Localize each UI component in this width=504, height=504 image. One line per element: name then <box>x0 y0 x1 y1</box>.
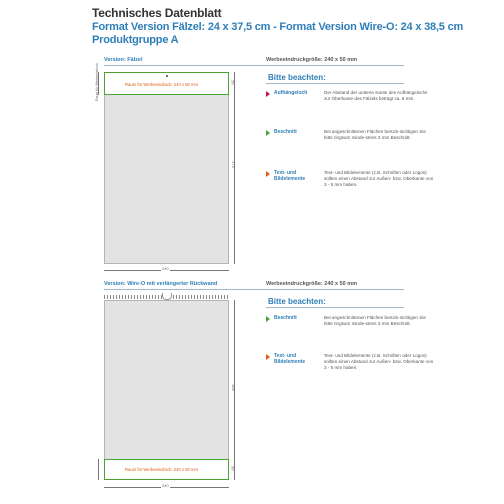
section2-bullet1-text: Bei angeschnittenen Flächen berück-sichtigen Sie bitte ringsum minde-stens 3 mm Beschnitt. <box>324 315 426 326</box>
section1-divider <box>104 65 404 66</box>
section2-bullet2-text: Text- und Bildelemente (z.B. Schriften oder Logos) sollten einen Abstand zur Außen- bzw. Oberkante von 3 - 5 mm haben. <box>324 353 434 370</box>
bullet2-title: Beschnitt <box>274 129 297 135</box>
section1-label: Version: Fälzel <box>104 57 143 63</box>
section2-bitte-heading: Bitte beachten: <box>268 297 326 306</box>
fälzel-dim-left: Raum für Werbeeindruck <box>94 63 99 101</box>
wire-o-left-line <box>98 459 99 480</box>
product-group: Produktgruppe A <box>92 34 179 46</box>
fälzel-ad-zone <box>104 72 229 95</box>
wire-o-page-mockup <box>104 300 229 480</box>
section2-bitte-divider <box>266 307 404 308</box>
bullet1-text: Der Abstand der unteren Kante des Aufhängelochs zur Oberkante des Fälzels beträgt ca. 8 mm. <box>324 90 428 101</box>
section1-ad-size: Werbeeindruckgröße: 240 x 50 mm <box>266 57 357 63</box>
fälzel-dim-height: 375 <box>230 161 236 168</box>
fälzel-dim-top: 50 <box>230 80 236 85</box>
section2-ad-size: Werbeeindruckgröße: 240 x 50 mm <box>266 281 357 287</box>
bullet-arrow-icon <box>266 354 270 360</box>
wire-o-dim-bottom: 50 <box>230 466 236 471</box>
section2-bullet1-title: Beschnitt <box>274 315 297 321</box>
section1-bitte-heading: Bitte beachten: <box>268 73 326 82</box>
section2-bullet2-title: Text- und Bildelemente <box>274 353 306 365</box>
bullet2-text: Bei angeschnittenen Flächen berück-sichtigen Sie bitte ringsum minde-stens 3 mm Beschnitt. <box>324 129 426 140</box>
page-title: Technisches Datenblatt <box>92 6 222 20</box>
fälzel-page-mockup <box>104 72 229 264</box>
section2-label: Version: Wire-O mit verlängerter Rückwand <box>104 281 218 287</box>
bullet3-text: Text- und Bildelemente (z.B. Schriften oder Logos) sollten einen Abstand zur Außen- bzw. Oberkante von 3 - 5 mm haben. <box>324 170 434 187</box>
bullet-arrow-icon <box>266 130 270 136</box>
wire-o-zone-label: Raum für Werbeeindruck: 240 x 50 mm <box>125 467 199 472</box>
wire-o-dim-width: 240 <box>162 483 169 488</box>
fälzel-dim-width: 240 <box>162 266 169 271</box>
fälzel-zone-label: Raum für Werbeeindruck: 240 x 50 mm <box>125 82 199 87</box>
bullet-arrow-icon <box>266 171 270 177</box>
bullet-arrow-icon <box>266 316 270 322</box>
bullet1-title: Aufhängeloch <box>274 90 308 96</box>
hanging-hole-icon <box>166 75 168 77</box>
wire-o-dim-height: 385 <box>230 384 236 391</box>
wire-o-ad-zone <box>104 459 229 480</box>
hanging-hook-icon <box>162 293 172 300</box>
section1-bitte-divider <box>266 83 404 84</box>
section2-divider <box>104 289 404 290</box>
format-subtitle: Format Version Fälzel: 24 x 37,5 cm - Format Version Wire-O: 24 x 38,5 cm <box>92 21 464 33</box>
bullet3-title: Text- und Bildelemente <box>274 170 306 182</box>
bullet-arrow-icon <box>266 91 270 97</box>
